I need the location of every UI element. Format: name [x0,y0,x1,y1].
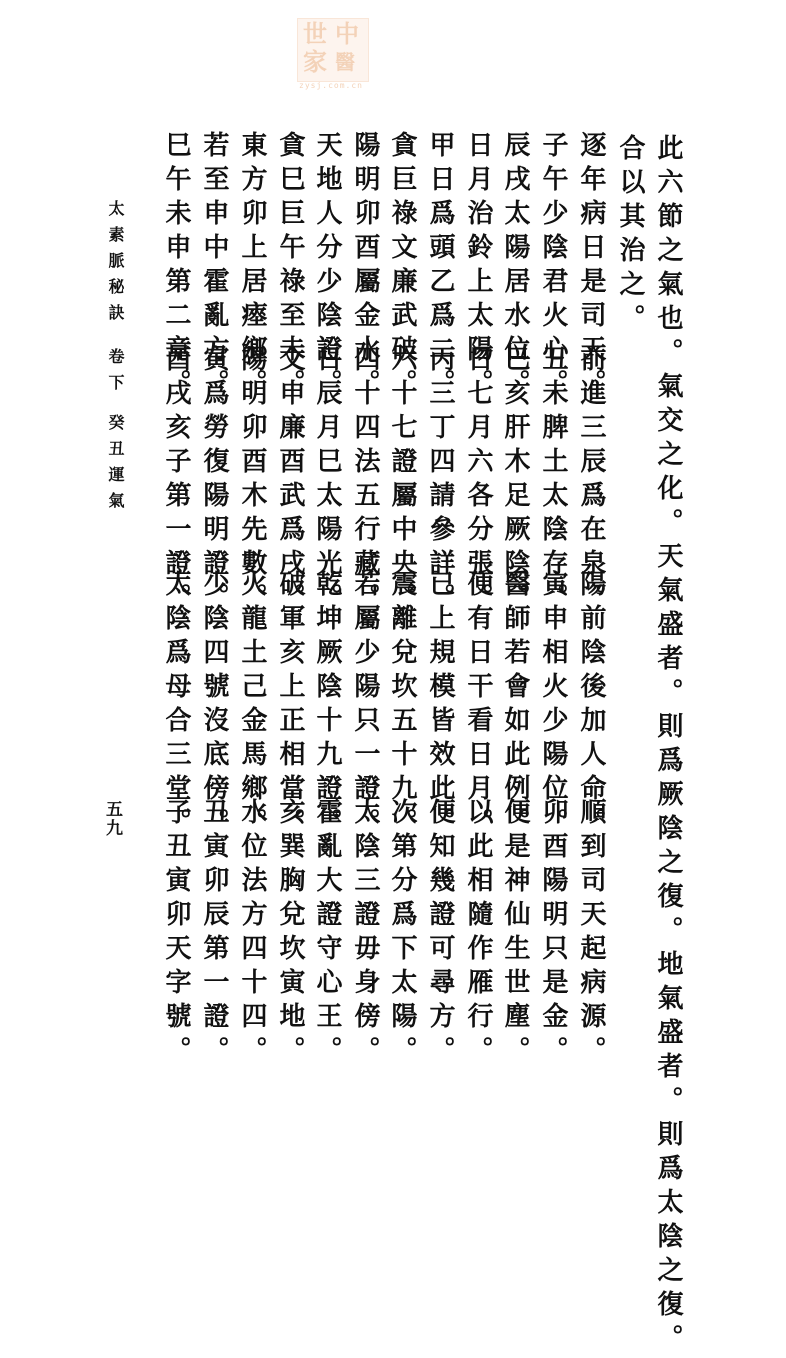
verse-line: 震離兌坎五十九。 [387,570,417,842]
preface-line: 合以其治之。 [615,134,645,338]
watermark-char: 中 [335,19,359,48]
verse-line: 酉戌亥子第一證。 [161,345,191,617]
verse-line: 次第分爲下太陽。 [387,798,417,1070]
verse-line: 順到司天起病源。 [576,798,606,1070]
verse-line: 太陰三證毋身傍。 [350,798,380,1070]
margin-volume: 卷下 [106,348,125,400]
verse-line: 便知幾證可尋方。 [425,798,455,1070]
verse-line: 寅爲勞復陽明證。 [199,345,229,617]
verse-line: 卯酉陽明只是金。 [538,798,568,1070]
verse-line: 日月治鈴上太陽。 [463,131,493,403]
watermark-char: 醫 [335,50,355,74]
verse-line: 巳午未申第二章。 [161,131,191,403]
verse-line: 便有日干看日月。 [463,570,493,842]
verse-line: 辰戌太陽居水位。 [500,131,530,403]
verse-line: 天地人分少陰證。 [312,131,342,403]
verse-line: 丑寅卯辰第一證。 [199,798,229,1070]
verse-line: 丙三丁四請參詳。 [425,345,455,617]
verse-line: 少陰四號沒底傍。 [199,570,229,842]
verse-line: 若屬少陽只一證。 [350,570,380,842]
verse-line: 醫師若會如此例。 [500,570,530,842]
watermark-char: 世 [303,19,327,48]
verse-line: 寅申相火少陽位。 [538,570,568,842]
preface-line: 此六節之氣也。氣交之化。天氣盛者。則爲厥陰之復。地氣盛者。則爲太陰之復。 [653,134,683,1358]
verse-line: 太陰爲母合三堂。 [161,570,191,842]
verse-line: 若至申中霍亂方。 [199,131,229,403]
margin-book-title: 太素脈秘訣 [106,200,125,330]
watermark-url: zysj.com.cn [299,81,363,90]
verse-line: 貪巨祿文廉武破。 [387,131,417,403]
verse-line: 以此相隨作雁行。 [463,798,493,1070]
verse-line: 文申廉酉武爲戌。 [275,345,305,617]
verse-line: 六十七證屬中央。 [387,345,417,617]
verse-line: 亥巽胸兌坎寅地。 [275,798,305,1070]
watermark-stamp [297,18,367,90]
verse-line: 四十四法五行藏。 [350,345,380,617]
watermark-char: 家 [303,47,327,76]
verse-line: 巳亥肝木足厥陰。 [500,345,530,617]
verse-line: 破軍亥上正相當。 [275,570,305,842]
verse-line: 霍亂大證守心王。 [312,798,342,1070]
margin-section: 癸丑運氣 [106,414,125,518]
verse-line: 前進三辰爲在泉。 [576,345,606,617]
verse-line: 丑未脾土太陰存。 [538,345,568,617]
verse-line: 水位法方四十四。 [237,798,267,1070]
verse-line: 日辰月巳太陽光。 [312,345,342,617]
verse-line: 便是神仙生世塵。 [500,798,530,1070]
verse-line: 甲日爲頭乙爲二。 [425,131,455,403]
verse-line: 貪巳巨午祿至未。 [275,131,305,403]
verse-line: 子午少陰君火心。 [538,131,568,403]
verse-line: 陽前陰後加人命。 [576,570,606,842]
verse-line: 日七月六各分張。 [463,345,493,617]
verse-line: 子丑寅卯天字號。 [161,798,191,1070]
verse-line: 乾坤厥陰十九證。 [312,570,342,842]
verse-line: 東方卯上居瘞鄉。 [237,131,267,403]
verse-line: 陽明卯酉屬金水。 [350,131,380,403]
verse-line: 逐年病日是司天。 [576,131,606,403]
page-number: 五九 [102,800,122,838]
verse-line: 已上規模皆效此。 [425,570,455,842]
verse-line: 火龍土己金馬鄉。 [237,570,267,842]
verse-line: 陽明卯酉木先數。 [237,345,267,617]
